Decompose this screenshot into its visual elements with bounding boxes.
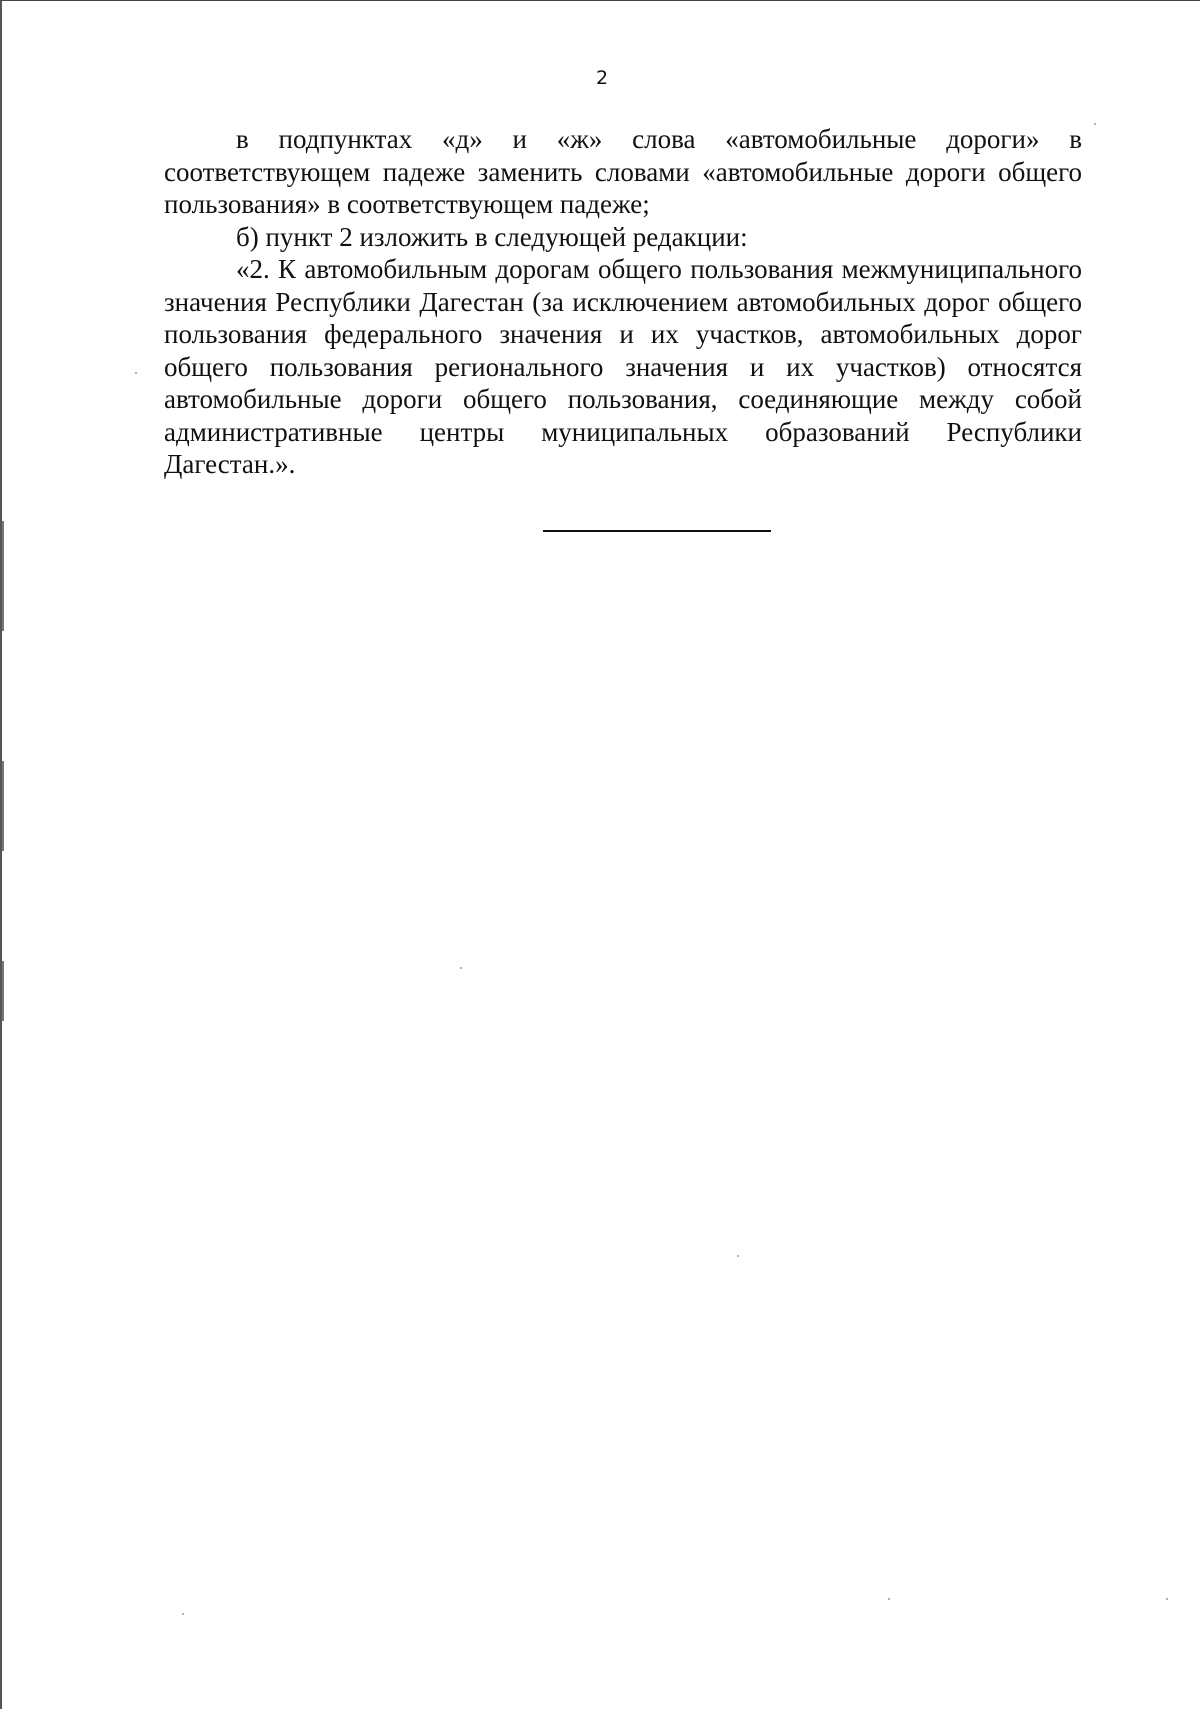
scan-edge-mark: [2, 521, 4, 631]
paragraph-point-2-text: «2. К автомобильным дорогам общего пользования межмуниципального значения Республики Дагестан (за исключением автомобильных дорог общего пользования федерального значения и их участков, автомобильных дорог общего пользования регионального значения и их участков) относятся автомобильные дороги общего пользования, соединяющие между собой административные центры муниципальных образований Республики Дагестан.».: [164, 254, 1082, 479]
scan-speck: [182, 1613, 184, 1615]
scan-speck: [135, 372, 137, 374]
scan-speck: [888, 1598, 890, 1600]
end-of-text-rule: [543, 530, 771, 532]
scan-speck: [1094, 123, 1096, 125]
scan-speck: [460, 967, 462, 969]
scan-speck: [737, 1255, 739, 1257]
paragraph-amend-subpoints: в подпунктах «д» и «ж» слова «автомобильные дороги» в соответствующем падеже заменить словами «автомобильные дороги общего пользования» в соответствующем падеже;: [164, 124, 1082, 219]
scan-edge-mark: [2, 761, 4, 851]
page-number: 2: [595, 67, 609, 89]
scan-edge-mark: [2, 961, 4, 1021]
paragraph-point-2-intro: б) пункт 2 изложить в следующей редакции:: [236, 221, 748, 252]
scan-speck: [1166, 1598, 1168, 1600]
document-body: [164, 123, 1082, 481]
